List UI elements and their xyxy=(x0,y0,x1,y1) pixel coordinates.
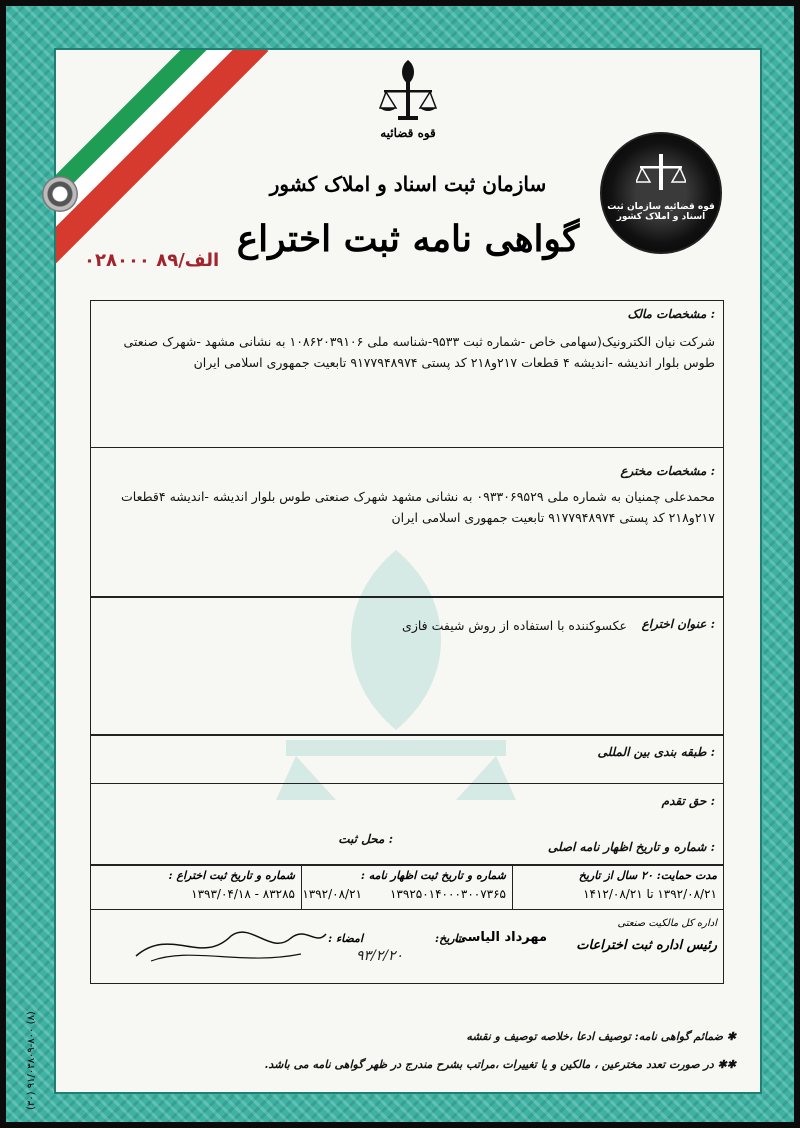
priority-section xyxy=(90,782,724,866)
scales-emblem-icon xyxy=(378,56,438,126)
place-label: محل ثبت : xyxy=(338,832,393,846)
date-label: تاریخ: xyxy=(435,932,461,945)
footnote-multiple-inventors: ✱✱ در صورت تعدد مخترعین ، مالکین و یا تغییرات ،مراتب بشرح مندرج در ظهر گواهی نامه می باشد. xyxy=(264,1058,736,1071)
serial-number: الف/۸۹ ۰۲۸۰۰۰ xyxy=(84,250,220,271)
owner-text: شرکت نیان الکترونیک(سهامی خاص -شماره ثبت ۹۵۳۳-شناسه ملی ۱۰۸۶۲۰۳۹۱۰۶ به نشانی مشهد -شهرک صنعتی طوس بلوار اندیشه -اندیشه ۴ قطعات ۲۱۷و۲۱۸ کد پستی ۹۱۷۷۹۴۸۹۷۴ تابعیت جمهوری اسلامی ایران xyxy=(123,334,715,370)
classification-label: طبقه بندی بین المللی : xyxy=(597,745,715,759)
owner-label: مشخصات مالک : xyxy=(627,307,715,321)
handwritten-date: ۹۳/۲/۲۰ xyxy=(355,948,403,964)
seal-emblem-icon xyxy=(636,148,686,198)
judiciary-label: قوه قضائیه xyxy=(380,126,436,140)
signer-role: رئیس اداره ثبت اختراعات xyxy=(576,938,717,953)
validity-label: مدت حمایت: ۲۰ سال از تاریخ xyxy=(578,869,717,882)
inventor-text: محمدعلی چمنیان به شماره ملی ۰۹۳۳۰۶۹۵۲۹ به نشانی مشهد شهرک صنعتی طوس بلوار اندیشه -اندیشه ۴قطعات ۲۱۷و۲۱۸ کد پستی ۹۱۷۷۹۴۸۹۷۴ تابعیت جمهوری اسلامی ایران xyxy=(121,489,715,525)
signature-scribble-icon xyxy=(131,916,331,976)
registration-value: ۸۳۲۸۵ - ۱۳۹۳/۰۴/۱۸ xyxy=(191,887,295,901)
invention-title: عکسوکننده با استفاده از روش شیفت فازی xyxy=(402,618,627,633)
signature-section xyxy=(90,910,724,984)
validity-value: ۱۳۹۲/۰۸/۲۱ تا ۱۴۱۲/۰۸/۲۱ xyxy=(583,887,717,901)
dept-line: اداره کل مالکیت صنعتی xyxy=(617,918,717,929)
inventor-label: مشخصات مخترع : xyxy=(620,464,715,478)
footnote-attachments: ✱ ضمائم گواهی نامه: توصیف ادعا ،خلاصه توصیف و نقشه xyxy=(466,1030,736,1043)
inventor-section xyxy=(90,446,724,598)
invention-label: عنوان اختراع : xyxy=(641,617,715,631)
application-date: ۱۳۹۲/۰۸/۲۱ xyxy=(302,887,362,901)
declaration-label: شماره و تاریخ اظهار نامه اصلی : xyxy=(547,840,715,854)
validity-cell xyxy=(512,865,723,909)
organization-name: سازمان ثبت اسناد و املاک کشور xyxy=(269,172,547,196)
seal-text: قوه قضائیه سازمان ثبت اسناد و املاک کشور xyxy=(607,202,715,222)
side-print-text: (۳۰) ۹۱/۰۳۸۰۹-۸۰۰ (۸) xyxy=(26,1011,37,1110)
application-cell xyxy=(301,865,512,909)
side-print-code xyxy=(18,1010,48,1120)
application-number: ۱۳۹۲۵۰۱۴۰۰۰۳۰۰۷۳۶۵ xyxy=(389,887,506,901)
registration-cell xyxy=(91,865,301,909)
priority-label: حق تقدم : xyxy=(661,794,715,808)
dates-row xyxy=(90,864,724,910)
certificate-title: گواهی نامه ثبت اختراع xyxy=(236,218,580,260)
signature-label: امضاء : xyxy=(328,932,363,945)
classification-section xyxy=(90,734,724,784)
registration-label: شماره و تاریخ ثبت اختراع : xyxy=(168,869,295,882)
invention-section xyxy=(90,596,724,736)
owner-section xyxy=(90,300,724,448)
ornamental-border xyxy=(6,6,794,1122)
application-label: شماره و تاریخ ثبت اظهار نامه : xyxy=(360,869,506,882)
signer-name: مهرداد الیاسی xyxy=(454,930,547,945)
certificate-body xyxy=(26,48,762,1110)
official-seal xyxy=(600,132,722,254)
